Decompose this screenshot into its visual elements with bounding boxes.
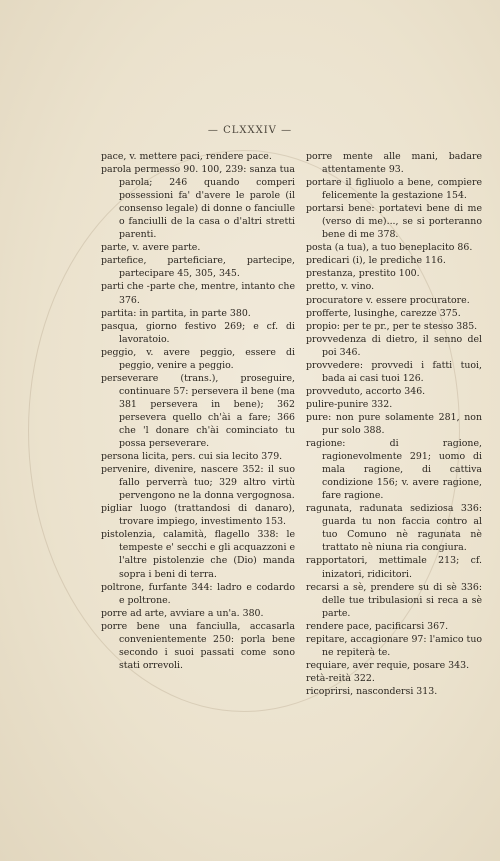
glossary-entry: provvedenza di dietro, il senno del poi 346. bbox=[306, 333, 482, 358]
glossary-entry: posta (a tua), a tuo beneplacito 86. bbox=[306, 242, 473, 254]
glossary-entry: pasqua, giorno festivo 269; e cf. di lavoratoio. bbox=[101, 320, 295, 345]
glossary-entry: ragione: di ragione, ragionevolmente 291; uomo di mala ragione, di cattiva condizione 156; v. avere ragione, fare ragione. bbox=[306, 438, 482, 502]
glossary-entry: rendere pace, pacificarsi 367. bbox=[306, 620, 449, 632]
glossary-entry: ragunata, radunata sediziosa 336: guarda tu non faccia contro al tuo Comuno nè ragunata nè trattato nè niuna ria congiura. bbox=[306, 503, 482, 554]
glossary-entry: pigliar luogo (trattandosi di danaro), trovare impiego, investimento 153. bbox=[101, 503, 295, 528]
glossary-entry: porre bene una fanciulla, accasarla convenientemente 250: porla bene secondo i suoi passati come sono stati orrevoli. bbox=[101, 620, 295, 671]
glossary-entry: parola permesso 90. 100, 239: sanza tua parola; 246 quando comperi possessioni fa' d'avere le parole (il consenso legale) di donne o fanciulle o fanciulli de la casa o d'altri stretti parenti. bbox=[101, 164, 295, 241]
glossary-entry: portarsi bene: portatevi bene di me (verso di me)..., se si porteranno bene di me 378. bbox=[306, 203, 482, 241]
glossary-entry: rapportatori, mettimale 213; cf. inizatori, ridicitori. bbox=[306, 555, 482, 580]
glossary-entry: predicari (i), le prediche 116. bbox=[306, 255, 446, 267]
glossary-entry: porre ad arte, avviare a un'a. 380. bbox=[101, 607, 264, 619]
glossary-entry: partita: in partita, in parte 380. bbox=[101, 307, 251, 319]
glossary-entry: provveduto, accorto 346. bbox=[306, 385, 426, 397]
glossary-entry: pistolenzia, calamità, flagello 338: le tempeste e' secchi e gli acquazzoni e l'altre pistolenzie che (Dio) manda sopra i beni di terra. bbox=[101, 529, 295, 580]
glossary-entry: porre mente alle mani, badare attentamente 93. bbox=[306, 151, 482, 176]
left-column bbox=[101, 150, 295, 672]
glossary-entry: pervenire, divenire, nascere 352: il suo fallo perverrà tuo; 329 altro virtù pervengono ne la donna vergognosa. bbox=[101, 464, 295, 502]
glossary-entry: recarsi a sè, prendere su di sè 336: delle tue tribulasioni si reca a sè parte. bbox=[306, 581, 482, 619]
glossary-entry: prestanza, prestito 100. bbox=[306, 268, 420, 280]
glossary-entry: perseverare (trans.), proseguire, continuare 57: persevera il bene (ma 381 persevera in bene); 362 persevera quello ch'ài a fare; 366 che 'l donare ch'ài cominciato tu possa perseverare. bbox=[101, 372, 295, 450]
page-number-header: — CLXXXIV — bbox=[207, 125, 293, 136]
glossary-entry: ricoprirsi, nascondersi 313. bbox=[306, 685, 438, 697]
glossary-entry: retà-reità 322. bbox=[306, 672, 375, 684]
glossary-entry: profferte, lusinghe, carezze 375. bbox=[306, 307, 461, 319]
glossary-entry: procuratore v. essere procuratore. bbox=[306, 294, 470, 306]
glossary-entry: provvedere: provvedi i fatti tuoi, bada ai casi tuoi 126. bbox=[306, 359, 482, 384]
glossary-entry: requiare, aver requie, posare 343. bbox=[306, 659, 470, 671]
glossary-entry: pace, v. mettere paci, rendere pace. bbox=[101, 151, 272, 162]
right-column bbox=[306, 150, 482, 698]
glossary-entry: partefice, parteficiare, partecipe, partecipare 45, 305, 345. bbox=[101, 255, 295, 280]
glossary-entry: peggio, v. avere peggio, essere di peggio, venire a peggio. bbox=[101, 346, 295, 371]
glossary-entry: pretto, v. vino. bbox=[306, 281, 375, 293]
glossary-entry: parte, v. avere parte. bbox=[101, 242, 201, 254]
glossary-entry: repitare, accagionare 97: l'amico tuo ne repiterà te. bbox=[306, 633, 482, 658]
glossary-entry: persona licita, pers. cui sia lecito 379. bbox=[101, 451, 283, 463]
glossary-entry: portare il figliuolo a bene, compiere felicemente la gestazione 154. bbox=[306, 177, 482, 202]
glossary-entry: pure: non pure solamente 281, non pur solo 388. bbox=[306, 411, 482, 436]
glossary-entry: poltrone, furfante 344: ladro e codardo e poltrone. bbox=[101, 581, 295, 606]
glossary-entry: propio: per te pr., per te stesso 385. bbox=[306, 320, 478, 332]
glossary-entry: pulire-punire 332. bbox=[306, 398, 393, 410]
glossary-entry: parti che -parte che, mentre, intanto che 376. bbox=[101, 281, 295, 306]
